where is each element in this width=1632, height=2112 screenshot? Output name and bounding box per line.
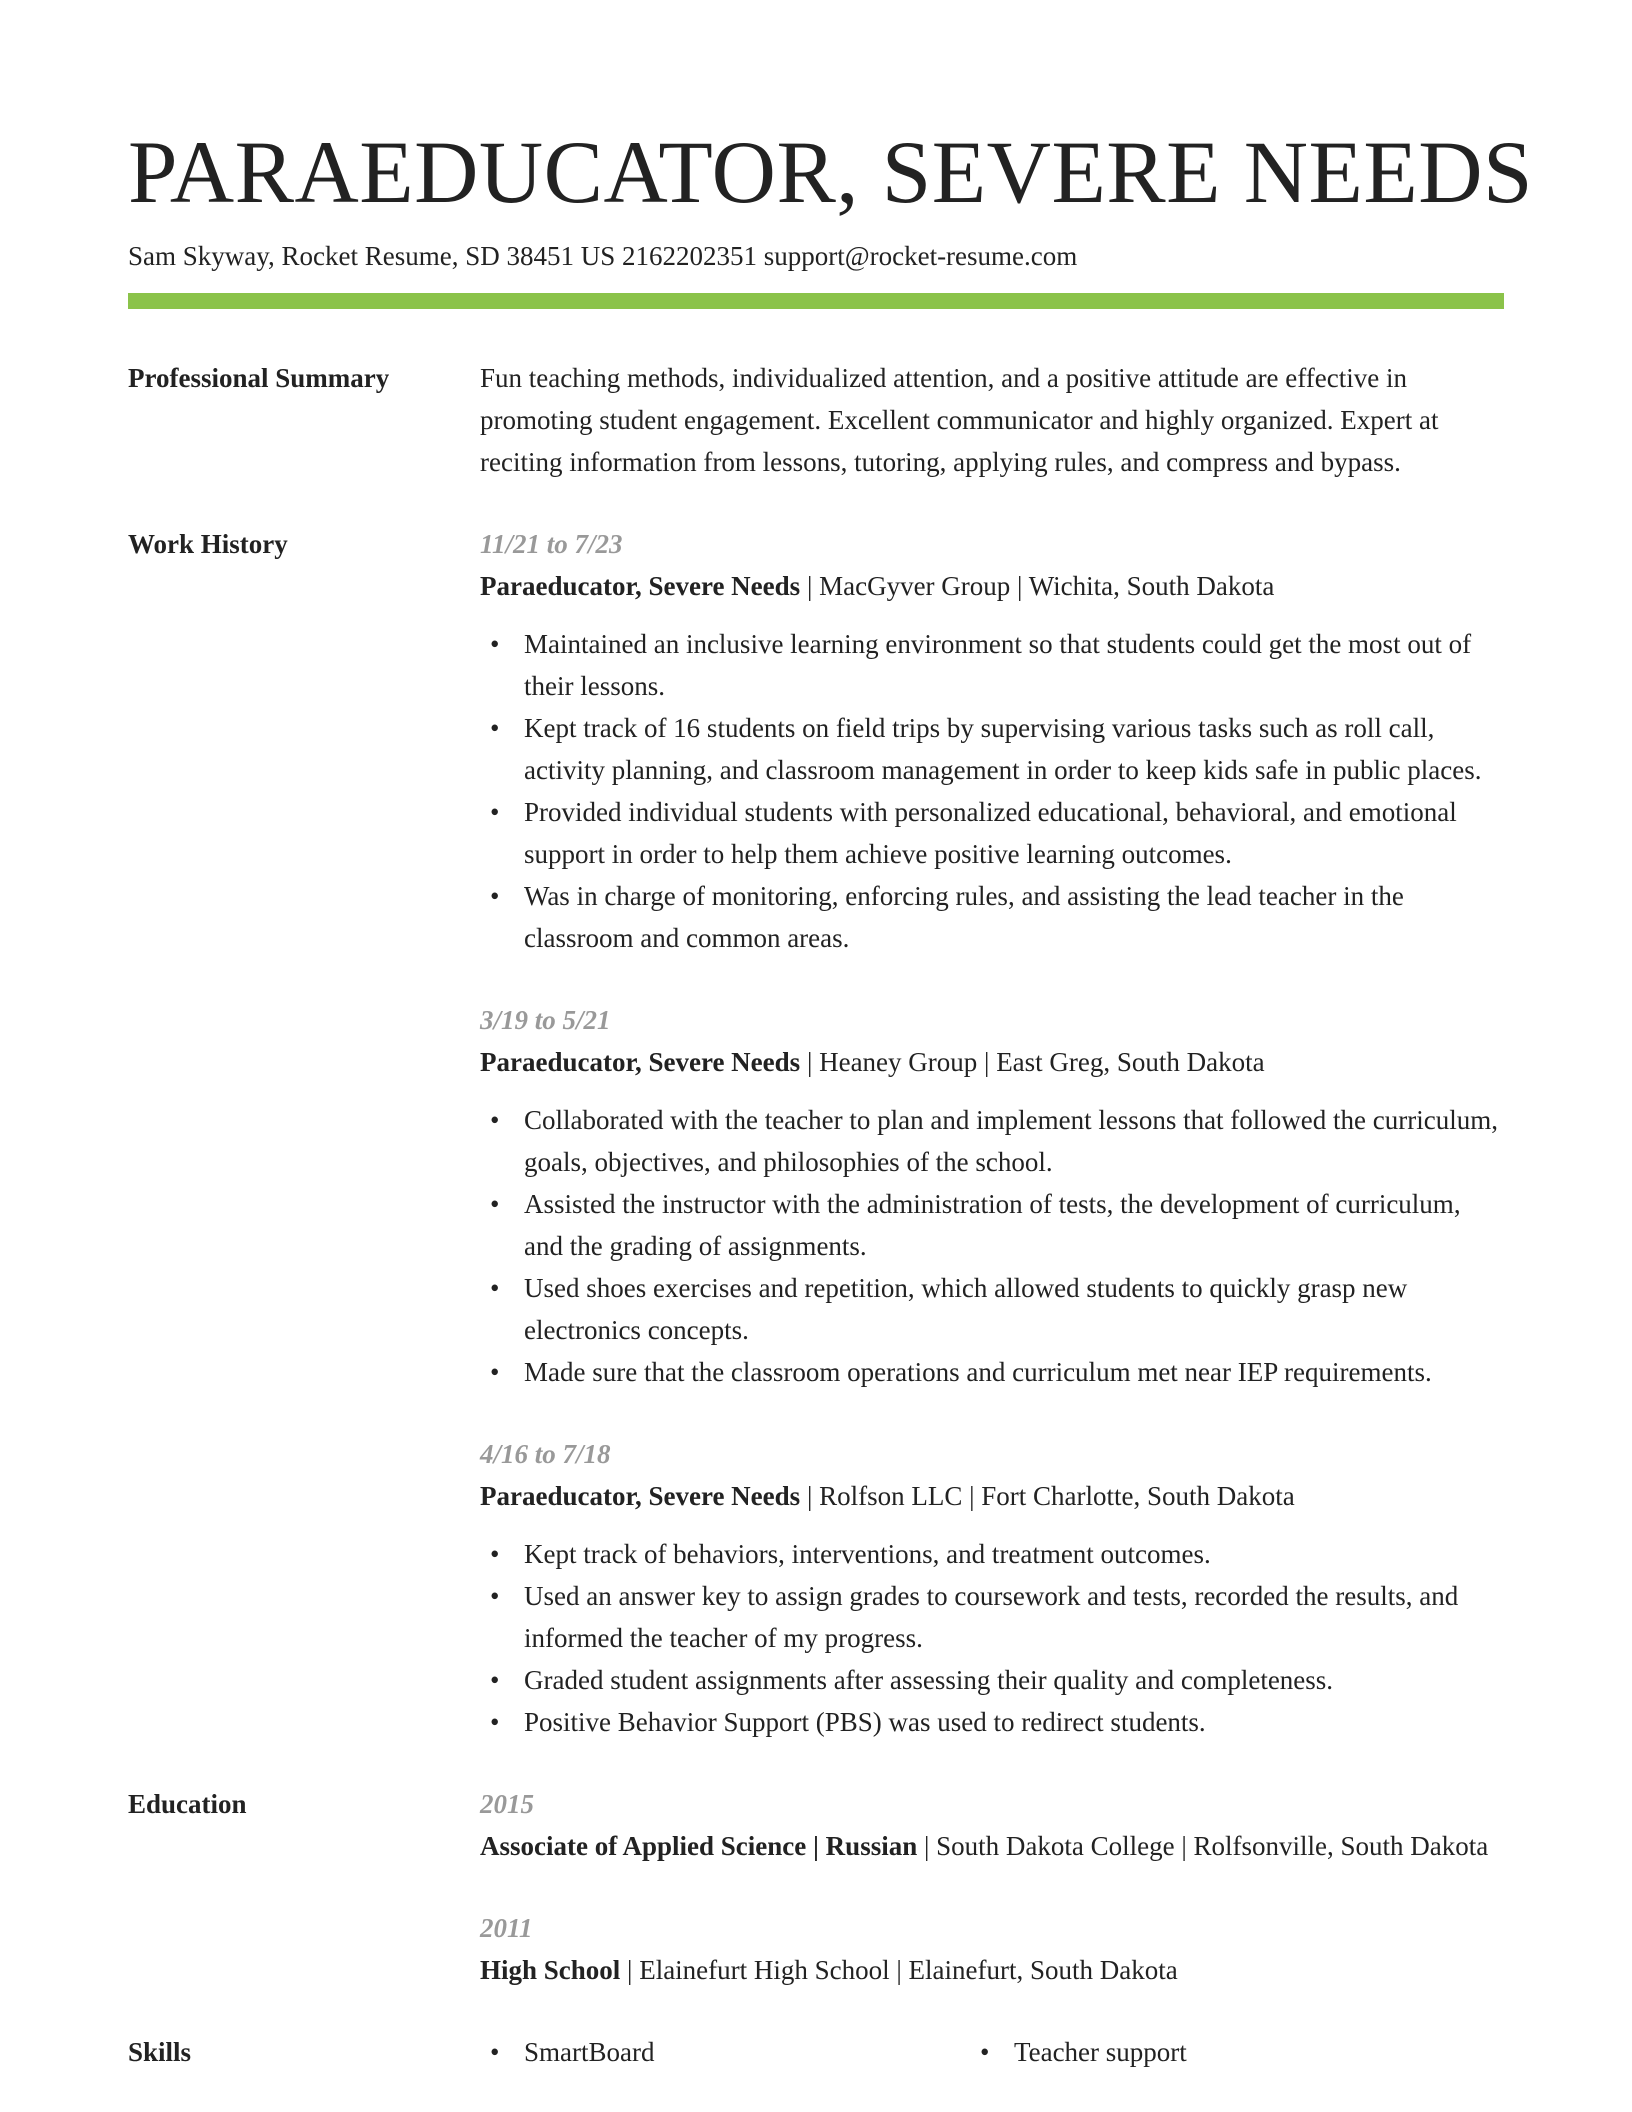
job-entry bbox=[480, 523, 1504, 959]
education-entry bbox=[480, 1783, 1504, 1867]
accent-divider bbox=[128, 293, 1504, 309]
section-label-skills: Skills bbox=[128, 2037, 192, 2067]
job-bullets bbox=[480, 1533, 1504, 1743]
education-entry bbox=[480, 1907, 1504, 1991]
job-title: Paraeducator, Severe Needs bbox=[480, 571, 801, 601]
degree-title: High School bbox=[480, 1955, 621, 1985]
job-title: Paraeducator, Severe Needs bbox=[480, 1047, 801, 1077]
job-date: 4/16 to 7/18 bbox=[480, 1439, 611, 1469]
job-details: | MacGyver Group | Wichita, South Dakota bbox=[800, 571, 1275, 601]
job-date: 3/19 to 5/21 bbox=[480, 1005, 611, 1035]
work-history-section bbox=[128, 523, 1504, 1743]
education-body bbox=[480, 1783, 1504, 1991]
summary-text: Fun teaching methods, individualized attention, and a positive attitude are effective in promoting student engagement. Excellent communicator and highly organized. Expert at reciting information from lessons, tutoring, applying rules, and compress and bypass. bbox=[480, 363, 1439, 477]
work-history-body bbox=[480, 523, 1504, 1743]
job-bullet: • Maintained an inclusive learning environment so that students could get the most out of their lessons. bbox=[524, 623, 1504, 707]
job-details: | Heaney Group | East Greg, South Dakota bbox=[800, 1047, 1265, 1077]
education-section bbox=[128, 1783, 1504, 1991]
education-heading bbox=[480, 1825, 1504, 1867]
job-bullet: • Used an answer key to assign grades to coursework and tests, recorded the results, and informed the teacher of my progress. bbox=[524, 1575, 1504, 1659]
skills-body bbox=[480, 2031, 1504, 2073]
job-bullet: • Positive Behavior Support (PBS) was used to redirect students. bbox=[524, 1701, 1504, 1743]
section-label-summary: Professional Summary bbox=[128, 363, 390, 393]
skill-item: • Teacher support bbox=[1014, 2031, 1504, 2073]
job-bullet: • Assisted the instructor with the administration of tests, the development of curriculum, and the grading of assignments. bbox=[524, 1183, 1504, 1267]
job-entry bbox=[480, 999, 1504, 1393]
job-details: | Rolfson LLC | Fort Charlotte, South Dakota bbox=[800, 1481, 1295, 1511]
job-bullet: • Graded student assignments after assessing their quality and completeness. bbox=[524, 1659, 1504, 1701]
section-label-education: Education bbox=[128, 1789, 247, 1819]
resume-title: PARAEDUCATOR, SEVERE NEEDS bbox=[128, 124, 1534, 222]
job-heading bbox=[480, 565, 1504, 607]
professional-summary-section bbox=[128, 357, 1504, 483]
degree-title: Associate of Applied Science | Russian bbox=[480, 1831, 918, 1861]
job-bullet: • Kept track of behaviors, interventions, and treatment outcomes. bbox=[524, 1533, 1504, 1575]
job-date: 11/21 to 7/23 bbox=[480, 529, 623, 559]
job-bullet: • Provided individual students with personalized educational, behavioral, and emotional support in order to help them achieve positive learning outcomes. bbox=[524, 791, 1504, 875]
job-heading bbox=[480, 1475, 1504, 1517]
skills-list bbox=[480, 2031, 1504, 2073]
education-details: | South Dakota College | Rolfsonville, South Dakota bbox=[917, 1831, 1489, 1861]
job-bullet: • Was in charge of monitoring, enforcing rules, and assisting the lead teacher in the classroom and common areas. bbox=[524, 875, 1504, 959]
job-bullets bbox=[480, 1099, 1504, 1393]
job-heading bbox=[480, 1041, 1504, 1083]
job-bullet: • Kept track of 16 students on field trips by supervising various tasks such as roll call, activity planning, and classroom management in order to keep kids safe in public places. bbox=[524, 707, 1504, 791]
education-date: 2015 bbox=[480, 1789, 534, 1819]
education-details: | Elainefurt High School | Elainefurt, South Dakota bbox=[620, 1955, 1178, 1985]
contact-line: Sam Skyway, Rocket Resume, SD 38451 US 2162202351 support@rocket-resume.com bbox=[128, 241, 1078, 271]
summary-body bbox=[480, 357, 1504, 483]
job-bullets bbox=[480, 623, 1504, 959]
section-label-work: Work History bbox=[128, 529, 288, 559]
skill-item: • SmartBoard bbox=[524, 2031, 1014, 2073]
job-title: Paraeducator, Severe Needs bbox=[480, 1481, 801, 1511]
job-bullet: • Used shoes exercises and repetition, which allowed students to quickly grasp new electronics concepts. bbox=[524, 1267, 1504, 1351]
resume-page bbox=[128, 118, 1534, 2073]
education-date: 2011 bbox=[480, 1913, 533, 1943]
job-bullet: • Collaborated with the teacher to plan and implement lessons that followed the curriculum, goals, objectives, and philosophies of the school. bbox=[524, 1099, 1504, 1183]
education-heading bbox=[480, 1949, 1504, 1991]
skills-section bbox=[128, 2031, 1504, 2073]
job-entry bbox=[480, 1433, 1504, 1743]
job-bullet: • Made sure that the classroom operations and curriculum met near IEP requirements. bbox=[524, 1351, 1504, 1393]
